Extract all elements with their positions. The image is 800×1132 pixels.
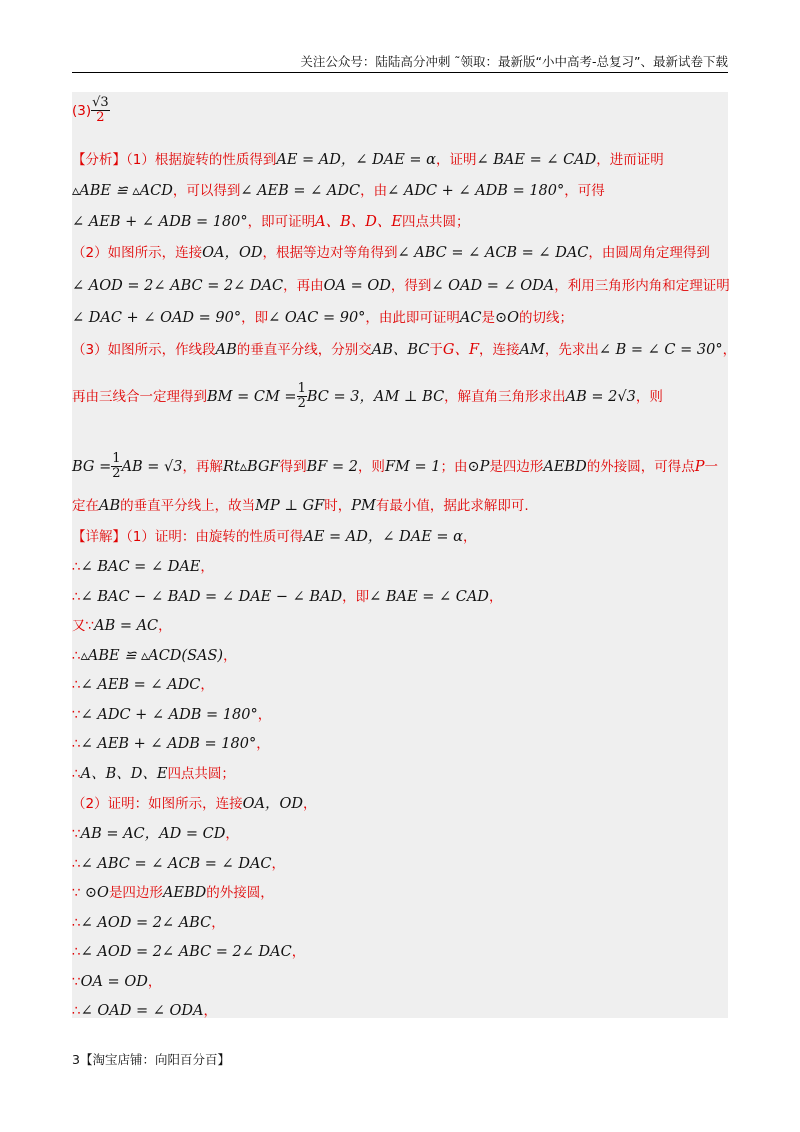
math: P	[694, 458, 705, 475]
math: G、F	[442, 342, 480, 358]
proof-step	[72, 614, 728, 634]
step-suffix: ，	[291, 944, 306, 960]
text: ，连接	[479, 342, 520, 358]
text: ，再解	[182, 458, 224, 475]
numerator: 1	[297, 381, 306, 396]
math: ⊙O	[495, 310, 520, 326]
analysis-line-2	[72, 179, 728, 199]
step-suffix: ，	[158, 618, 172, 634]
text: ，得到	[390, 278, 432, 294]
proof-step	[72, 911, 728, 931]
math: FM = 1	[384, 458, 441, 475]
text: ，证明	[435, 152, 477, 168]
text: ，即	[241, 310, 269, 326]
analysis-line-10	[72, 494, 728, 514]
text: 是四边形	[489, 458, 544, 475]
text: 定在	[72, 498, 99, 514]
step-math: ▵ABE ≌ ▵ACD(SAS)	[80, 647, 224, 664]
text: 的切线；	[519, 310, 574, 326]
math: ∠ BAE = ∠ CAD	[476, 152, 597, 168]
step-suffix: ，	[488, 588, 503, 605]
step-suffix: ，	[203, 1003, 217, 1019]
proof-step	[72, 555, 728, 575]
step-suffix: 的外接圆，	[206, 885, 274, 901]
proof-step	[72, 673, 728, 693]
text: 时，	[324, 498, 352, 514]
math: AB = 2√3	[565, 388, 636, 405]
math: ▵ABE ≌ ▵ACD	[72, 183, 173, 199]
answer-3	[72, 96, 728, 126]
step-prefix: ∴	[72, 736, 81, 752]
text: ，由	[360, 183, 388, 199]
math: ∠ OAC = 90°	[268, 310, 366, 326]
proof-step	[72, 999, 728, 1019]
math: ∠ AOD = 2∠ ABC = 2∠ DAC	[72, 278, 284, 294]
text: 四点共圆；	[402, 214, 470, 230]
math: ∠ ADC + ∠ ADB = 180°	[387, 183, 565, 199]
math: MP ⊥ GF	[255, 498, 325, 514]
text: 再由三线合一定理得到	[72, 388, 207, 405]
text: （1）证明：由旋转的性质可得	[126, 529, 304, 545]
answer-fraction	[91, 96, 110, 126]
analysis-line-5	[72, 274, 728, 294]
step-suffix: ，	[211, 914, 225, 931]
page-header: 关注公众号：陆陆高分冲刺 ˜领取：最新版“小中高考-总复习”、最新试卷下载	[300, 54, 728, 69]
math: AB	[99, 498, 121, 514]
text: ，利用三角形内角和定理证明	[554, 278, 730, 294]
page-footer: 3【淘宝店铺：向阳百分百】	[72, 1052, 230, 1067]
header-rule	[72, 72, 728, 73]
step-suffix: ，	[223, 647, 237, 664]
step-text: 是四边形	[108, 885, 163, 901]
text: ，由此即可证明	[365, 310, 460, 326]
step-math: OA = OD	[80, 973, 148, 990]
denominator: 2	[112, 466, 121, 482]
analysis-line-8	[72, 382, 728, 412]
text: ；由	[440, 458, 468, 475]
math: ∠ ABC = ∠ ACB = ∠ DAC	[397, 245, 589, 261]
step-suffix: ，	[271, 855, 286, 872]
text: ，即可证明	[247, 214, 316, 230]
step-math: ∠ BAC = ∠ DAE	[80, 559, 201, 575]
step-math: ∠ BAC − ∠ BAD = ∠ DAE − ∠ BAD	[80, 588, 343, 605]
step-prefix: ∴	[72, 1003, 81, 1019]
step-prefix: ∴	[72, 559, 81, 575]
math: ，∠ DAE = α	[340, 152, 436, 168]
fraction	[297, 382, 307, 412]
analysis-line-9	[72, 452, 728, 482]
text: 一	[704, 458, 718, 475]
step-suffix: 四点共圆；	[167, 765, 235, 782]
text: （2）如图所示，连接	[72, 245, 203, 261]
math: AEBD	[543, 458, 587, 475]
step-math: ∠ AEB + ∠ ADB = 180°	[80, 736, 257, 752]
step-math: AB = AC，AD = CD	[80, 826, 226, 842]
text: （3）如图所示，作线段	[72, 342, 216, 358]
step-suffix: ，	[256, 736, 270, 752]
analysis-line-6	[72, 306, 728, 326]
step-prefix: ∴	[72, 588, 81, 605]
math: OA，OD	[242, 796, 303, 812]
step-suffix: ，	[200, 677, 214, 693]
text: 的垂直平分线上，故当	[120, 498, 256, 514]
text: ，	[302, 796, 317, 812]
analysis-line-3	[72, 210, 728, 231]
math: AB	[215, 342, 237, 358]
step-text: ，即	[342, 588, 370, 605]
detail-part2-intro	[72, 792, 728, 813]
proof-step	[72, 732, 728, 752]
math: A、B、D、E	[315, 214, 402, 230]
step-math: ∠ AOD = 2∠ ABC = 2∠ DAC	[80, 944, 292, 960]
text: ，可以得到	[172, 183, 241, 199]
text: ，进而证明	[596, 152, 664, 168]
text: ，则	[635, 388, 663, 405]
numerator: 1	[112, 451, 121, 466]
proof-step	[72, 852, 728, 872]
text: ，根据等边对等角得到	[262, 245, 398, 261]
math: BC = 3，AM ⊥ BC	[306, 388, 445, 405]
step-math: ∠ AOD = 2∠ ABC	[80, 914, 212, 931]
text: ，可得	[564, 183, 605, 199]
proof-step	[72, 644, 728, 664]
step-prefix: ∵	[72, 706, 81, 723]
math: ∠ AEB = ∠ ADC	[240, 183, 361, 199]
text: ，	[722, 342, 737, 358]
answer-numerator: √3	[92, 95, 109, 110]
text: 有最小值，据此求解即可.	[375, 498, 529, 514]
proof-step	[72, 940, 728, 960]
detail-line-1	[72, 525, 728, 546]
step-prefix: 又∵	[72, 618, 95, 634]
step-prefix: ∴	[72, 765, 81, 782]
text: 得到	[279, 458, 307, 475]
step-prefix: ∴	[72, 914, 81, 931]
fraction	[111, 452, 121, 482]
math: AE = AD	[276, 152, 341, 168]
step-prefix: ∵	[72, 826, 81, 842]
analysis-tag: 【分析】	[72, 152, 126, 168]
math: BF = 2	[306, 458, 358, 475]
text: ，先求出	[544, 342, 599, 358]
step-prefix: ∴	[72, 677, 81, 693]
analysis-line-4	[72, 241, 728, 262]
text: （1）根据旋转的性质得到	[126, 152, 277, 168]
proof-step	[72, 703, 728, 723]
step-prefix: ∴	[72, 647, 81, 664]
math: BG =	[72, 458, 112, 475]
step-suffix: ，	[200, 559, 214, 575]
answer-label: (3)	[72, 102, 92, 119]
text: 是	[481, 310, 495, 326]
step-math: ∠ OAD = ∠ ODA	[80, 1003, 204, 1019]
math: Rt▵BGF	[223, 458, 280, 475]
answer-denominator: 2	[96, 110, 105, 126]
step-prefix: ∴	[72, 944, 81, 960]
analysis-line-1	[72, 148, 728, 169]
text: ，由圆周角定理得到	[588, 245, 710, 261]
step-suffix: ，	[225, 826, 239, 842]
text: ，再由	[283, 278, 324, 294]
proof-step	[72, 970, 728, 990]
math: ∠ B = ∠ C = 30°	[598, 342, 723, 358]
step-math: ⊙O	[84, 885, 109, 901]
step-math: ∠ BAE = ∠ CAD	[369, 588, 489, 605]
step-math: ∠ ADC + ∠ ADB = 180°	[80, 706, 258, 723]
math: OA = OD	[323, 278, 391, 294]
step-math: AEBD	[162, 885, 207, 901]
text: 的垂直平分线，分别交	[236, 342, 372, 358]
math: ∠ OAD = ∠ ODA	[431, 278, 555, 294]
math: BM = CM =	[207, 388, 297, 405]
math: ⊙P	[467, 458, 490, 475]
proof-step	[72, 881, 728, 901]
math: ∠ AEB + ∠ ADB = 180°	[72, 214, 248, 230]
detail-tag: 【详解】	[72, 529, 126, 545]
proof-step	[72, 822, 728, 843]
proof-step	[72, 762, 728, 783]
math: PM	[351, 498, 376, 514]
text: （2）证明：如图所示，连接	[72, 796, 243, 812]
step-math: A、B、D、E	[80, 765, 168, 782]
text: 于	[429, 342, 443, 358]
answer-panel	[72, 92, 737, 1019]
math: AB、BC	[371, 342, 430, 358]
text: ，	[462, 529, 477, 545]
math: AB = √3	[121, 458, 183, 475]
step-math: ∠ ABC = ∠ ACB = ∠ DAC	[80, 855, 272, 872]
step-suffix: ，	[147, 973, 162, 990]
math: AE = AD，∠ DAE = α	[303, 529, 463, 545]
math: OA，OD	[202, 245, 263, 261]
step-suffix: ，	[257, 706, 272, 723]
step-math: AB = AC	[94, 618, 159, 634]
math: AC	[459, 310, 482, 326]
math: ∠ DAC + ∠ OAD = 90°	[72, 310, 242, 326]
step-prefix: ∵	[72, 885, 85, 901]
step-math: ∠ AEB = ∠ ADC	[80, 677, 201, 693]
proof-step	[72, 585, 728, 605]
analysis-line-7	[72, 338, 737, 359]
math: AM	[519, 342, 545, 358]
text: 的外接圆，可得点	[586, 458, 695, 475]
text: ，解直角三角形求出	[444, 388, 566, 405]
step-prefix: ∵	[72, 973, 81, 990]
text: ，则	[357, 458, 385, 475]
step-prefix: ∴	[72, 855, 81, 872]
denominator: 2	[297, 396, 306, 412]
